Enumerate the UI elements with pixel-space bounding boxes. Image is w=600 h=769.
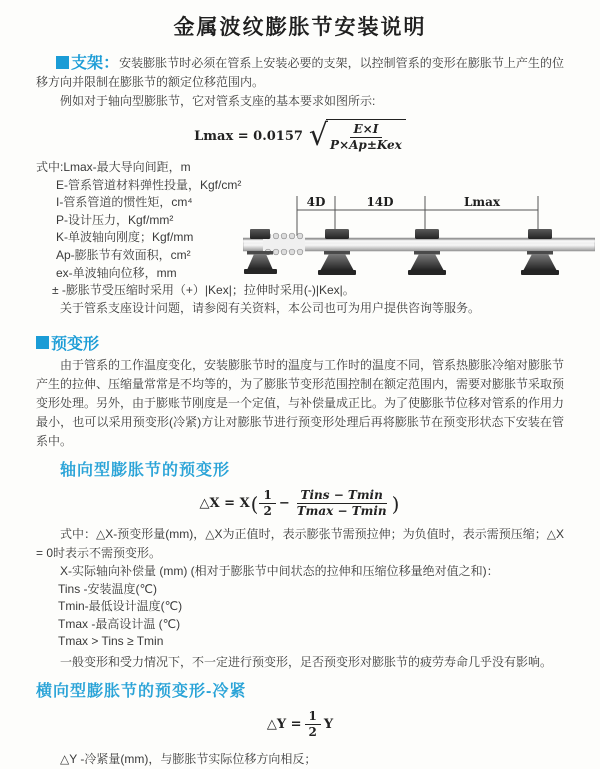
- formula-dx-half-num: 1: [259, 488, 275, 504]
- definition-line: 式中:Lmax-最大导向间距，m: [36, 160, 191, 174]
- predeform-section-header: [36, 331, 564, 354]
- formula-lmax-lhs: Lmax = 0.0157: [194, 128, 303, 144]
- variable-line: Tmax > Tins ≥ Tmin: [58, 634, 164, 649]
- variable-line: Tmax -最高设计温 (℃): [58, 616, 181, 631]
- lateral-predeform-heading: 横向型膨胀节的预变形-冷紧: [36, 682, 247, 700]
- dimension-label-4d: 4D: [306, 195, 326, 209]
- predeform-body-text: 由于管系的工作温度变化，安装膨胀节时的温度与工作时的温度不同，管系热膨胀冷缩对膨胀节产生的拉伸、压缩量常常是不均等的，为了膨胀节变形范围控制在额定范围内，需要对膨胀节采取预变形处理。另外，由于膨账节刚度是一个定值，与补偿量成正比。为了使膨胀节位移对管系的作用力最小，也可以采用预变形(冷紧)方让对膨胀节进行预变形处理后再将膨胀节在预变形状态下安装在管系中。: [36, 358, 565, 449]
- formula-dx-lhs: △X = X: [199, 496, 250, 512]
- predeform-section-label: 预变形: [51, 336, 100, 354]
- support-section-label: 支架：: [71, 55, 120, 72]
- definition-line: E-管系管道材料弹性投量，Kgf/cm²: [56, 177, 242, 192]
- formula-lmax-numerator: E×I: [350, 122, 383, 138]
- minus-sign: −: [278, 496, 290, 512]
- formula-lmax: [36, 119, 564, 153]
- formula-dy-num: 1: [305, 709, 321, 725]
- axial-predeform-heading: 轴向型膨胀节的预变形: [60, 462, 231, 480]
- radical-sign: √: [308, 118, 329, 153]
- open-paren: (: [250, 491, 259, 516]
- variable-line: Tmin-最低设计温度(℃): [58, 599, 183, 614]
- definition-line: P-设计压力，Kgf/mm²: [56, 212, 174, 227]
- variable-line: X-实际轴向补偿量 (mm) (相对于膨胀节中间状态的拉伸和压缩位移量绝对值之和)：: [60, 564, 499, 579]
- formula-delta-x: [36, 488, 564, 519]
- axial-explain-text: 式中：△X-预变形量(mm)，△X为正值时，表示膨张节需预拉伸；为负值时，表示需预压缩；△X = 0时表示不需预变形。: [36, 527, 564, 561]
- axial-note-text: 一般变形和受力情况下，不一定进行预变形，足否预变形对膨胀节的疲劳寿命几乎没有影响。: [60, 654, 553, 669]
- page-title: 金属波纹膨胀节安装说明: [173, 16, 427, 39]
- formula-dy-den: 2: [308, 724, 317, 739]
- fixed-support: [244, 229, 277, 274]
- support-requirements-diagram: [243, 192, 595, 294]
- lateral-explain-text: △Y -冷紧量(mm)，与膨胀节实际位移方向相反；: [60, 751, 317, 766]
- support-example-text: 例如对于轴向型膨胀节，它对管系支座的基本要求如图所示:: [60, 94, 376, 108]
- axial-variable-list: [36, 563, 564, 651]
- section-marker-icon: [36, 336, 49, 349]
- definition-line: K-单波轴向刚度；Kgf/mm: [56, 230, 194, 245]
- close-paren: ): [391, 491, 400, 516]
- definition-line: ex-单波轴向位移，mm: [56, 265, 177, 280]
- formula-dy-lhs: △Y =: [266, 716, 302, 732]
- formula-dx-half-den: 2: [263, 504, 272, 519]
- formula-lmax-denominator: P×Ap±Kex: [330, 138, 402, 152]
- formula-delta-y: [36, 709, 564, 740]
- definition-line: 关于管系支座设计问题，请参阅有关资料，本公司也可为用户提供咨询等服务。: [60, 300, 481, 315]
- support-intro-text: 安装膨胀节时必须在管系上安装必要的支架，以控制管系的变形在膨胀节上产生的位移方向并限制在膨胀节的额定位移范围内。: [36, 56, 564, 89]
- guide-support: [408, 229, 446, 275]
- dimension-label-14d: 14D: [366, 195, 394, 209]
- definition-line: Ap-膨胀节有效面积，cm²: [56, 247, 191, 262]
- definition-line: ± -膨胀节受压缩时采用（+）|Kex|；拉伸时采用(-)|Kex|。: [52, 283, 355, 298]
- support-section-intro: [36, 54, 564, 92]
- guide-support: [521, 229, 559, 275]
- formula-dx-temp-num: Tins − Tmin: [297, 488, 387, 504]
- definition-line: I-管系管道的惯性矩，cm⁴: [56, 195, 193, 210]
- section-marker-icon: [56, 56, 69, 69]
- dimension-label-lmax: Lmax: [463, 195, 501, 209]
- formula-dy-rhs: Y: [323, 716, 334, 732]
- guide-support: [318, 229, 356, 275]
- formula-dx-temp-den: Tmax − Tmin: [296, 504, 387, 519]
- variable-line: Tins -安装温度(℃): [58, 581, 158, 596]
